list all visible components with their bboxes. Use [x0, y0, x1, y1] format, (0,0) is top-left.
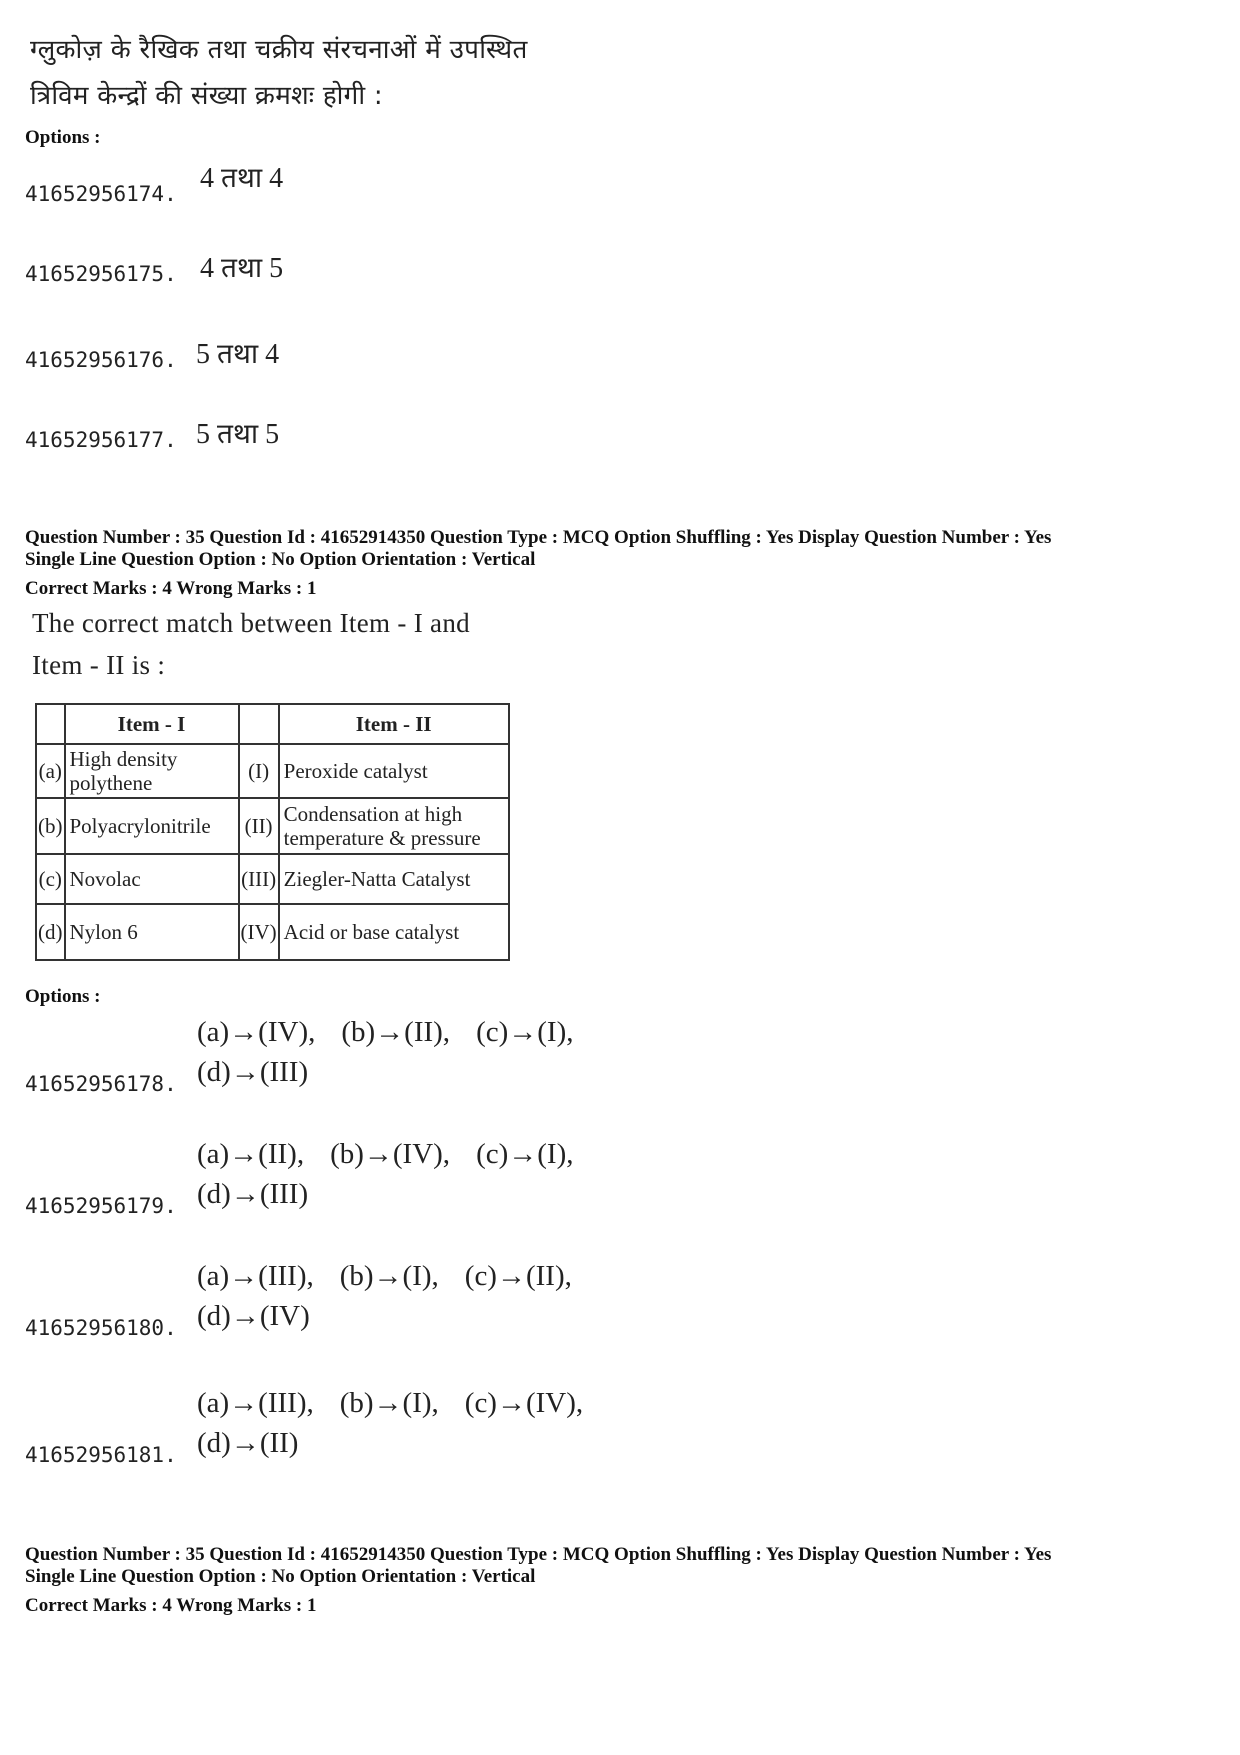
row-item1: High density polythene — [65, 744, 239, 798]
prev-question-text-line1: ग्लुकोज़ के रैखिक तथा चक्रीय संरचनाओं में उपस्थित — [30, 35, 528, 65]
row-letter: (b) — [36, 798, 65, 854]
header-item2: Item - II — [279, 704, 509, 744]
mapping-b: (b)→(IV), — [330, 1138, 451, 1170]
prev-options-label: Options : — [25, 127, 101, 148]
row-item1: Nylon 6 — [65, 904, 239, 960]
row-item2: Ziegler-Natta Catalyst — [279, 854, 509, 904]
mapping-d: (d)→(II) — [197, 1427, 299, 1459]
header-item1: Item - I — [65, 704, 239, 744]
match-table-wrapper — [35, 703, 510, 961]
option-id: 41652956180. — [25, 1316, 177, 1340]
q35-meta-line1: Question Number : 35 Question Id : 41652914350 Question Type : MCQ Option Shuffling : Yes Display Question Number : Yes — [25, 527, 1052, 548]
mapping-a: (a)→(IV), — [197, 1016, 316, 1048]
table-row — [36, 904, 509, 960]
row-roman: (II) — [239, 798, 279, 854]
table-row — [36, 798, 509, 854]
mapping-a: (a)→(III), — [197, 1387, 314, 1419]
row-item2: Condensation at high temperature & pressure — [279, 798, 509, 854]
row-letter: (d) — [36, 904, 65, 960]
mapping-a: (a)→(III), — [197, 1260, 314, 1292]
option-id: 41652956175. — [25, 262, 177, 286]
row-item1: Polyacrylonitrile — [65, 798, 239, 854]
table-row — [36, 854, 509, 904]
next-meta-line1: Question Number : 35 Question Id : 41652914350 Question Type : MCQ Option Shuffling : Yes Display Question Number : Yes — [25, 1544, 1052, 1565]
header-empty-cell — [239, 704, 279, 744]
mapping-c: (c)→(II), — [464, 1260, 572, 1292]
mapping-b: (b)→(I), — [339, 1260, 439, 1292]
option-text: 4 तथा 4 — [200, 163, 284, 194]
row-letter: (a) — [36, 744, 65, 798]
prev-question-text-line2: त्रिविम केन्द्रों की संख्या क्रमशः होगी : — [30, 81, 383, 111]
q35-text-line2: Item - II is : — [32, 650, 166, 680]
next-meta-line2: Single Line Question Option : No Option Orientation : Vertical — [25, 1566, 536, 1587]
row-letter: (c) — [36, 854, 65, 904]
row-roman: (I) — [239, 744, 279, 798]
option-mapping-line1 — [197, 1260, 598, 1293]
option-id: 41652956177. — [25, 428, 177, 452]
q35-marks: Correct Marks : 4 Wrong Marks : 1 — [25, 578, 317, 599]
mapping-a: (a)→(II), — [197, 1138, 305, 1170]
row-item1: Novolac — [65, 854, 239, 904]
option-mapping-line1 — [197, 1387, 609, 1420]
mapping-c: (c)→(I), — [476, 1016, 574, 1048]
option-mapping-line1 — [197, 1016, 599, 1049]
mapping-d: (d)→(IV) — [197, 1300, 310, 1332]
q35-options-label: Options : — [25, 986, 101, 1007]
mapping-d: (d)→(III) — [197, 1056, 309, 1088]
q35-text-line1: The correct match between Item - I and — [32, 608, 470, 638]
option-id: 41652956179. — [25, 1194, 177, 1218]
table-header-row — [36, 704, 509, 744]
row-item2: Acid or base catalyst — [279, 904, 509, 960]
row-roman: (IV) — [239, 904, 279, 960]
option-text: 5 तथा 5 — [196, 419, 280, 450]
option-text: 4 तथा 5 — [200, 253, 284, 284]
next-marks: Correct Marks : 4 Wrong Marks : 1 — [25, 1595, 317, 1616]
option-id: 41652956174. — [25, 182, 177, 206]
table-row — [36, 744, 509, 798]
header-empty-cell — [36, 704, 65, 744]
mapping-c: (c)→(I), — [476, 1138, 574, 1170]
option-mapping-line1 — [197, 1138, 599, 1171]
option-id: 41652956181. — [25, 1443, 177, 1467]
option-id: 41652956178. — [25, 1072, 177, 1096]
mapping-b: (b)→(II), — [341, 1016, 451, 1048]
match-table — [35, 703, 510, 961]
row-item2: Peroxide catalyst — [279, 744, 509, 798]
row-roman: (III) — [239, 854, 279, 904]
q35-meta-line2: Single Line Question Option : No Option Orientation : Vertical — [25, 549, 536, 570]
option-text: 5 तथा 4 — [196, 339, 280, 370]
mapping-d: (d)→(III) — [197, 1178, 309, 1210]
mapping-c: (c)→(IV), — [464, 1387, 584, 1419]
option-id: 41652956176. — [25, 348, 177, 372]
mapping-b: (b)→(I), — [339, 1387, 439, 1419]
